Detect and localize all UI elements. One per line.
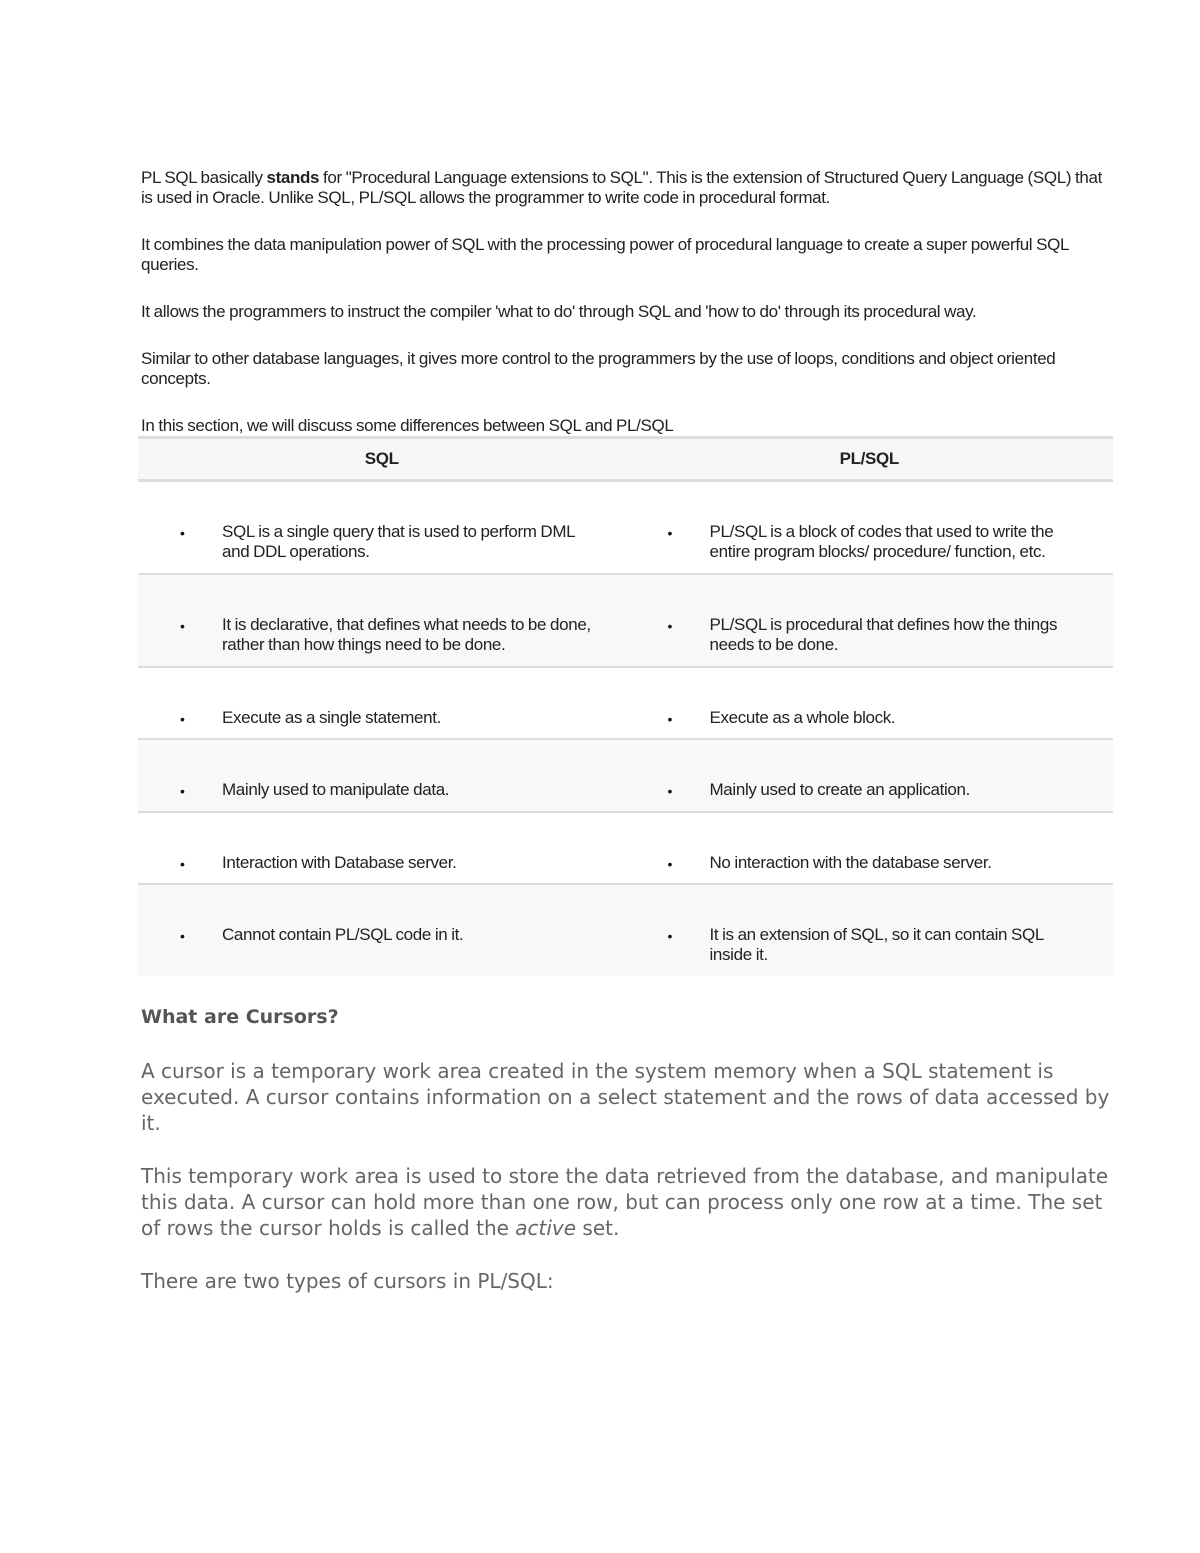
list-item <box>138 708 626 728</box>
list-item <box>138 522 626 562</box>
intro-paragraph-3: It allows the programmers to instruct the compiler 'what to do' through SQL and 'how to do' through its procedural way. <box>141 302 977 321</box>
intro-paragraph-4: Similar to other database languages, it gives more control to the programmers by the use of loops, conditions and object oriented concepts. <box>141 349 1056 388</box>
cell-text: Interaction with Database server. <box>222 852 457 872</box>
table-row <box>138 739 1113 812</box>
intro-paragraph-1 <box>141 168 1113 208</box>
table-cell-plsql <box>626 481 1114 574</box>
bullet-icon: • <box>667 525 673 541</box>
list-item <box>626 708 1114 728</box>
bullet-icon: • <box>667 927 673 944</box>
table-row <box>138 667 1113 739</box>
table-cell-plsql <box>626 812 1114 884</box>
cursors-paragraph-3: There are two types of cursors in PL/SQL: <box>141 1268 554 1293</box>
table-header-sql: SQL <box>364 449 399 468</box>
cursors-paragraph-2-suffix: set. <box>576 1215 620 1240</box>
intro-section <box>141 168 1113 436</box>
table-row <box>138 481 1113 574</box>
intro-paragraph-5: In this section, we will discuss some differences between SQL and PL/SQL <box>141 416 674 435</box>
list-item <box>626 522 1114 562</box>
table-header <box>138 438 1113 481</box>
bullet-icon: • <box>180 617 185 634</box>
cell-text: Cannot contain PL/SQL code in it. <box>222 924 464 944</box>
table-cell-sql <box>138 667 626 739</box>
table-header-row <box>138 438 1113 481</box>
cell-text: It is an extension of SQL, so it can contain SQL inside it. <box>709 924 1044 964</box>
table-cell-sql <box>138 812 626 884</box>
table-cell-plsql <box>626 739 1114 812</box>
list-item <box>138 780 626 800</box>
cell-text: No interaction with the database server. <box>709 852 992 872</box>
list-item <box>138 615 626 655</box>
intro-paragraph-1-suffix: for "Procedural Language extensions to SQL". This is the extension of Structured Query Language (SQL) that is used in Oracle. Unlike SQL, PL/SQL allows the programmer to write code in procedural format. <box>141 168 1102 207</box>
table-row <box>138 812 1113 884</box>
cell-text: PL/SQL is a block of codes that used to write the entire program blocks/ procedure/ function, etc. <box>709 522 1054 561</box>
intro-paragraph-2: It combines the data manipulation power of SQL with the processing power of procedural language to create a super powerful SQL queries. <box>141 235 1069 274</box>
list-item <box>626 615 1114 655</box>
list-item <box>626 853 1114 873</box>
table-header-plsql: PL/SQL <box>839 449 899 468</box>
bullet-icon: • <box>667 710 673 727</box>
bullet-icon: • <box>180 782 185 799</box>
cursors-paragraph-2-prefix: This temporary work area is used to store the data retrieved from the database, and manipulate this data. A cursor can hold more than one row, but can process only one row at a time. The set of rows the cursor holds is called the <box>141 1163 1109 1240</box>
cell-text: SQL is a single query that is used to perform DML and DDL operations. <box>222 522 575 561</box>
list-item <box>138 853 626 873</box>
cell-text: Execute as a single statement. <box>222 707 442 727</box>
cell-text: PL/SQL is procedural that defines how the things needs to be done. <box>709 614 1058 654</box>
bullet-icon: • <box>180 855 185 872</box>
table-body <box>138 481 1113 976</box>
intro-paragraph-1-bold: stands <box>266 168 320 187</box>
list-item <box>626 780 1114 800</box>
section-heading: What are Cursors? <box>141 1005 339 1028</box>
cursors-paragraph-2-italic: active <box>515 1215 577 1240</box>
table-cell-sql <box>138 481 626 574</box>
intro-paragraph-1-prefix: PL SQL basically <box>141 168 267 187</box>
cursors-section <box>141 1005 1113 1294</box>
cell-text: Execute as a whole block. <box>709 707 896 727</box>
table-cell-sql <box>138 884 626 976</box>
table-cell-plsql <box>626 574 1114 667</box>
sql-vs-plsql-table <box>138 436 1113 976</box>
list-item <box>138 925 626 945</box>
bullet-icon: • <box>667 617 673 634</box>
cell-text: Mainly used to create an application. <box>709 779 970 799</box>
table-row <box>138 884 1113 976</box>
cell-text: Mainly used to manipulate data. <box>222 779 450 799</box>
cell-text: It is declarative, that defines what needs to be done, rather than how things need to be done. <box>222 614 591 654</box>
bullet-icon: • <box>667 855 673 872</box>
table-row <box>138 574 1113 667</box>
table-cell-plsql <box>626 667 1114 739</box>
bullet-icon: • <box>667 782 673 799</box>
cursors-paragraph-2 <box>141 1163 1113 1241</box>
table-cell-sql <box>138 574 626 667</box>
list-item <box>626 925 1114 965</box>
bullet-icon: • <box>180 525 185 541</box>
bullet-icon: • <box>180 710 185 727</box>
document-page <box>141 168 1113 1294</box>
table-cell-plsql <box>626 884 1114 976</box>
cursors-paragraph-1: A cursor is a temporary work area created in the system memory when a SQL statement is executed. A cursor contains information on a select statement and the rows of data accessed by it. <box>141 1058 1110 1135</box>
table-cell-sql <box>138 739 626 812</box>
bullet-icon: • <box>180 927 185 944</box>
